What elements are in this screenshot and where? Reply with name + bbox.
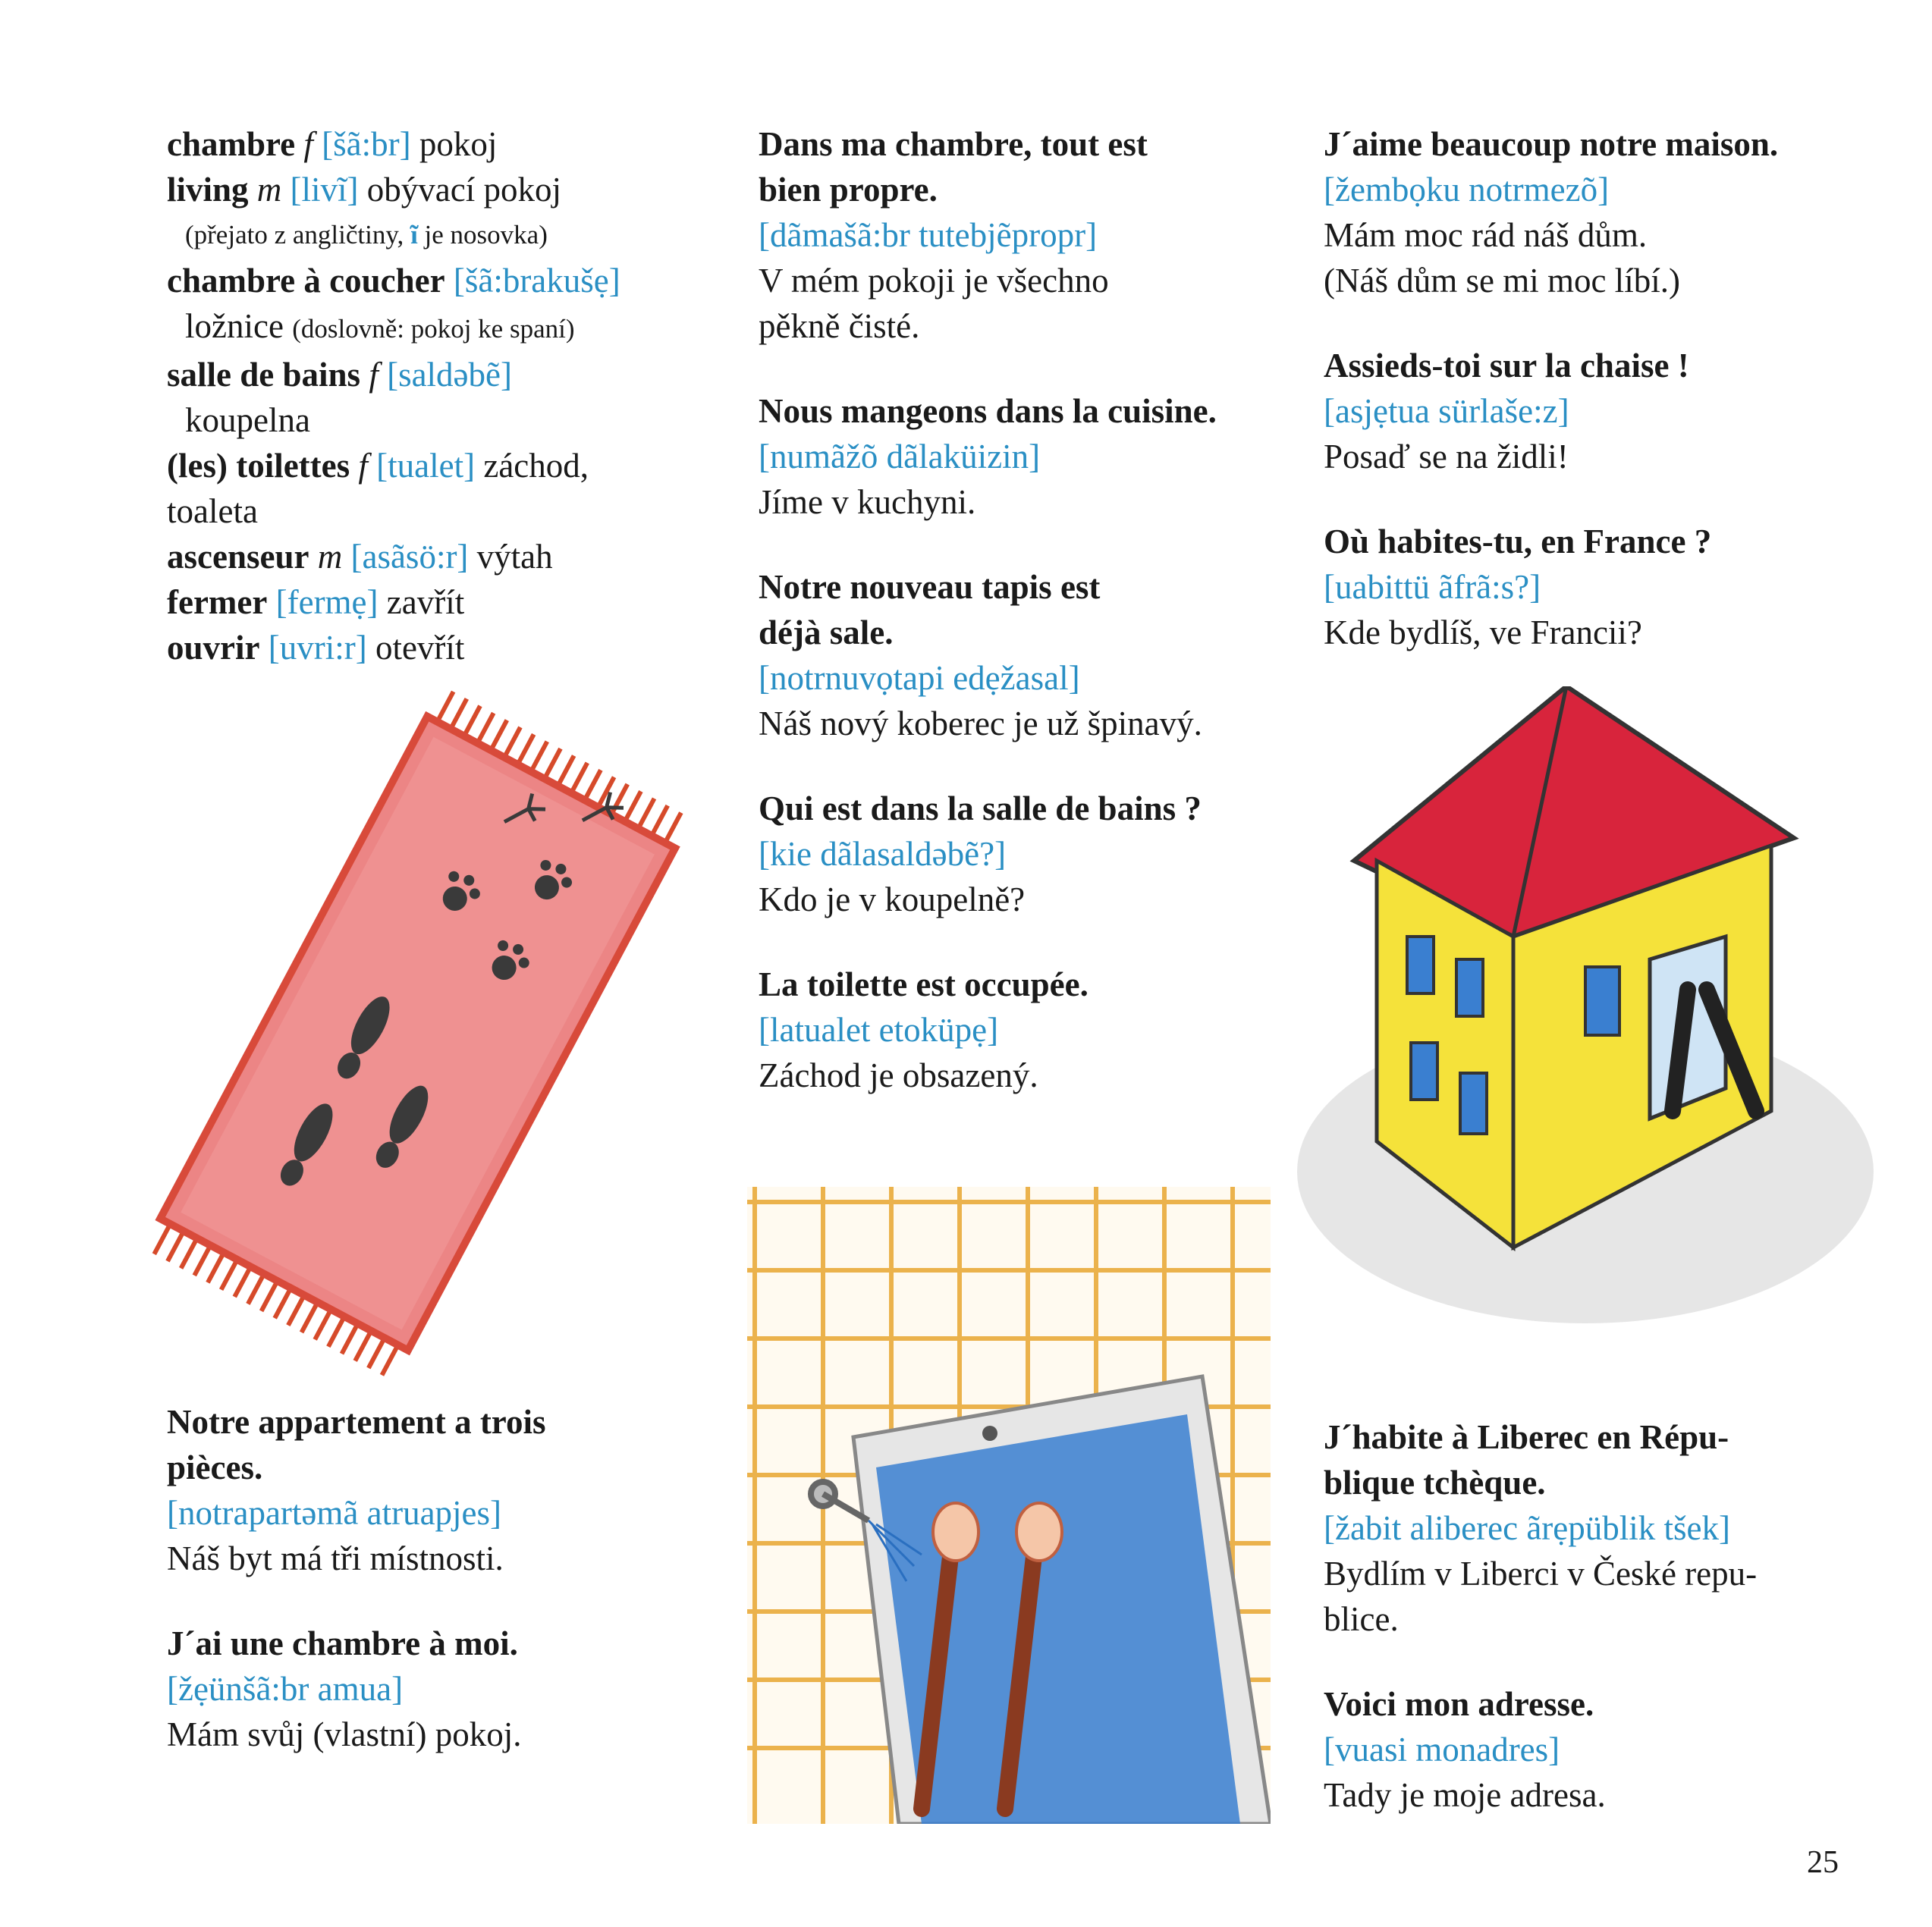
vocab-entry: salle de bains f [saldəbẽ] [167,356,512,394]
vocab-entry: toaleta [167,492,258,530]
vocab-entry: ascenseur m [asãsö:r] výtah [167,538,553,576]
phrase-block: Assieds-toi sur la chaise ! [asjẹtua sürlaše:z] Posaď se na židli! [1324,347,1689,475]
phrases-column-3-bottom [1324,1414,1870,1818]
bathtub-illustration [747,1187,1271,1824]
vocab-entry: chambre f [šã:br] pokoj [167,125,498,163]
phrase-block: J´ai une chambre à moi. [žẹünšã:br amua] Mám svůj (vlastní) pokoj. [167,1624,522,1753]
vocab-entry: chambre à coucher [šã:brakušẹ] [167,262,620,300]
vocab-entry: koupelna [185,401,310,439]
phrase-block: La toilette est occupée. [latualet etoküpẹ] Záchod je obsazený. [759,965,1089,1094]
vocab-note: (přejato z angličtiny, ĩ je nosovka) [185,220,548,250]
page-number: 25 [1807,1845,1839,1880]
phrases-column-2 [759,121,1305,1098]
phrase-block: Où habites-tu, en France ? [uabittü ãfrã:s?] Kde bydlíš, ve Francii? [1324,523,1712,651]
house-illustration [1293,686,1877,1369]
phrase-block: J´aime beaucoup notre maison. [žembọku notrmezõ] Mám moc rád náš dům. (Náš dům se mi moc líbí.) [1324,125,1779,300]
phrase-block: J´habite à Liberec en Répu- blique tchèque. [žabit aliberec ãrẹpüblik tšek] Bydlím v Liberci v České repu- blice. [1324,1418,1758,1638]
phrases-column-3 [1324,121,1870,655]
vocabulary-column [167,121,698,670]
vocab-entry: (les) toilettes f [tualet] záchod, [167,447,589,485]
phrase-block: Qui est dans la salle de bains ? [kie dãlasaldəbẽ?] Kdo je v koupelně? [759,789,1202,918]
vocab-entry: fermer [fermẹ] zavřít [167,583,465,621]
rug-illustration [144,686,698,1384]
phrases-column-1 [167,1399,698,1757]
phrase-block: Notre appartement a trois pièces. [notrapartəmã atruapjes] Náš byt má tři místnosti. [167,1403,546,1577]
vocab-entry: ložnice (doslovně: pokoj ke spaní) [185,307,575,345]
phrase-block: Nous mangeons dans la cuisine. [numãžõ dãlaküizin] Jíme v kuchyni. [759,392,1217,521]
phrase-block: Voici mon adresse. [vuasi monadres] Tady je moje adresa. [1324,1685,1606,1814]
phrase-block: Notre nouveau tapis est déjà sale. [notrnuvọtapi edẹžasal] Náš nový koberec je už špinavý. [759,568,1202,742]
vocab-entry: living m [livĩ] obývací pokoj [167,171,561,209]
phrase-block: Dans ma chambre, tout est bien propre. [dãmašã:br tutebjẽpropr] V mém pokoji je všechno pěkně čisté. [759,125,1148,345]
vocab-entry: ouvrir [uvri:r] otevřít [167,629,465,667]
